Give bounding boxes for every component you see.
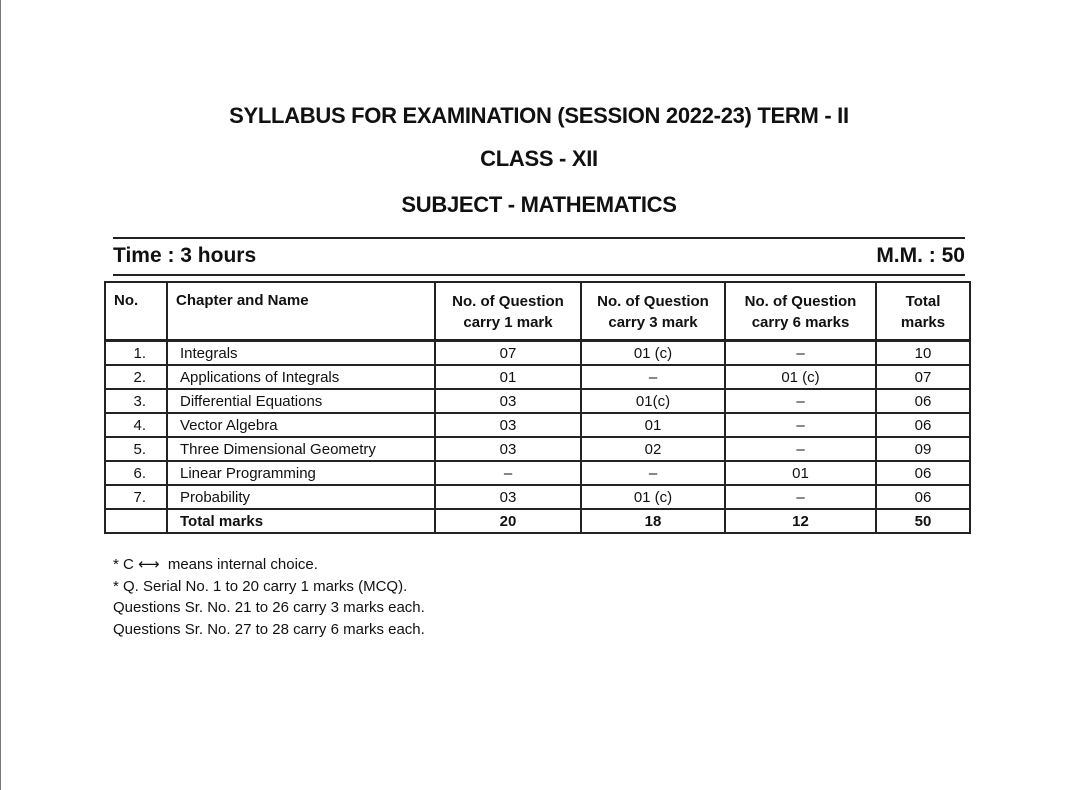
header-one-mark: No. of Question carry 1 mark bbox=[435, 282, 581, 341]
cell-no: 6. bbox=[105, 461, 167, 485]
cell-chapter: Integrals bbox=[167, 341, 435, 366]
note-three-marks: Questions Sr. No. 21 to 26 carry 3 marks each. bbox=[113, 599, 425, 616]
document-title: SYLLABUS FOR EXAMINATION (SESSION 2022-23) TERM - II bbox=[229, 103, 849, 128]
cell-no: 4. bbox=[105, 413, 167, 437]
table-row bbox=[105, 413, 970, 437]
header-chapter: Chapter and Name bbox=[167, 282, 435, 341]
cell-three-mark: 01 (c) bbox=[581, 485, 725, 509]
total-row bbox=[105, 509, 970, 533]
header-total: Total marks bbox=[876, 282, 970, 341]
max-marks-label: M.M. : 50 bbox=[876, 244, 965, 267]
table-row bbox=[105, 461, 970, 485]
table-row bbox=[105, 437, 970, 461]
cell-three-mark: 01 bbox=[581, 413, 725, 437]
cell-chapter: Linear Programming bbox=[167, 461, 435, 485]
note-internal-choice: * C ⟷ means internal choice. bbox=[113, 556, 318, 573]
table-row bbox=[105, 365, 970, 389]
cell-three-mark: 01 (c) bbox=[581, 341, 725, 366]
cell-one-mark: 03 bbox=[435, 389, 581, 413]
total-three-mark: 18 bbox=[581, 509, 725, 533]
cell-total: 06 bbox=[876, 461, 970, 485]
cell-no: 3. bbox=[105, 389, 167, 413]
cell-three-mark: – bbox=[581, 461, 725, 485]
header-three-mark: No. of Question carry 3 mark bbox=[581, 282, 725, 341]
cell-total: 07 bbox=[876, 365, 970, 389]
cell-no: 7. bbox=[105, 485, 167, 509]
cell-six-mark: – bbox=[725, 389, 876, 413]
cell-three-mark: 02 bbox=[581, 437, 725, 461]
cell-one-mark: 03 bbox=[435, 485, 581, 509]
cell-total: 06 bbox=[876, 389, 970, 413]
cell-total: 09 bbox=[876, 437, 970, 461]
note-mcq: * Q. Serial No. 1 to 20 carry 1 marks (MCQ). bbox=[113, 577, 408, 595]
cell-chapter: Applications of Integrals bbox=[167, 365, 435, 389]
cell-one-mark: – bbox=[435, 461, 581, 485]
cell-three-mark: – bbox=[581, 365, 725, 389]
cell-no: 1. bbox=[105, 341, 167, 366]
cell-six-mark: – bbox=[725, 413, 876, 437]
cell-total: 06 bbox=[876, 485, 970, 509]
cell-six-mark: – bbox=[725, 485, 876, 509]
cell-one-mark: 01 bbox=[435, 365, 581, 389]
total-six-mark: 12 bbox=[725, 509, 876, 533]
divider-bottom bbox=[113, 274, 965, 276]
cell-six-mark: – bbox=[725, 341, 876, 366]
cell-no bbox=[105, 509, 167, 533]
divider-top bbox=[113, 237, 965, 239]
cell-six-mark: 01 (c) bbox=[725, 365, 876, 389]
total-label: Total marks bbox=[167, 509, 435, 533]
table-row bbox=[105, 485, 970, 509]
cell-one-mark: 03 bbox=[435, 437, 581, 461]
cell-six-mark: – bbox=[725, 437, 876, 461]
cell-no: 2. bbox=[105, 365, 167, 389]
time-label: Time : 3 hours bbox=[113, 244, 257, 267]
cell-chapter: Differential Equations bbox=[167, 389, 435, 413]
table-row bbox=[105, 341, 970, 366]
cell-chapter: Three Dimensional Geometry bbox=[167, 437, 435, 461]
cell-no: 5. bbox=[105, 437, 167, 461]
cell-six-mark: 01 bbox=[725, 461, 876, 485]
header-six-mark: No. of Question carry 6 marks bbox=[725, 282, 876, 341]
footnotes bbox=[113, 554, 425, 640]
table-header-row bbox=[105, 282, 970, 341]
class-heading: CLASS - XII bbox=[480, 146, 598, 171]
cell-total: 06 bbox=[876, 413, 970, 437]
total-marks: 50 bbox=[876, 509, 970, 533]
cell-chapter: Probability bbox=[167, 485, 435, 509]
cell-three-mark: 01(c) bbox=[581, 389, 725, 413]
cell-chapter: Vector Algebra bbox=[167, 413, 435, 437]
cell-one-mark: 07 bbox=[435, 341, 581, 366]
subject-heading: SUBJECT - MATHEMATICS bbox=[401, 192, 677, 217]
cell-total: 10 bbox=[876, 341, 970, 366]
marks-distribution-table bbox=[104, 281, 971, 534]
note-six-marks: Questions Sr. No. 27 to 28 carry 6 marks each. bbox=[113, 620, 425, 638]
header-no: No. bbox=[105, 282, 167, 341]
total-one-mark: 20 bbox=[435, 509, 581, 533]
cell-one-mark: 03 bbox=[435, 413, 581, 437]
table-row bbox=[105, 389, 970, 413]
